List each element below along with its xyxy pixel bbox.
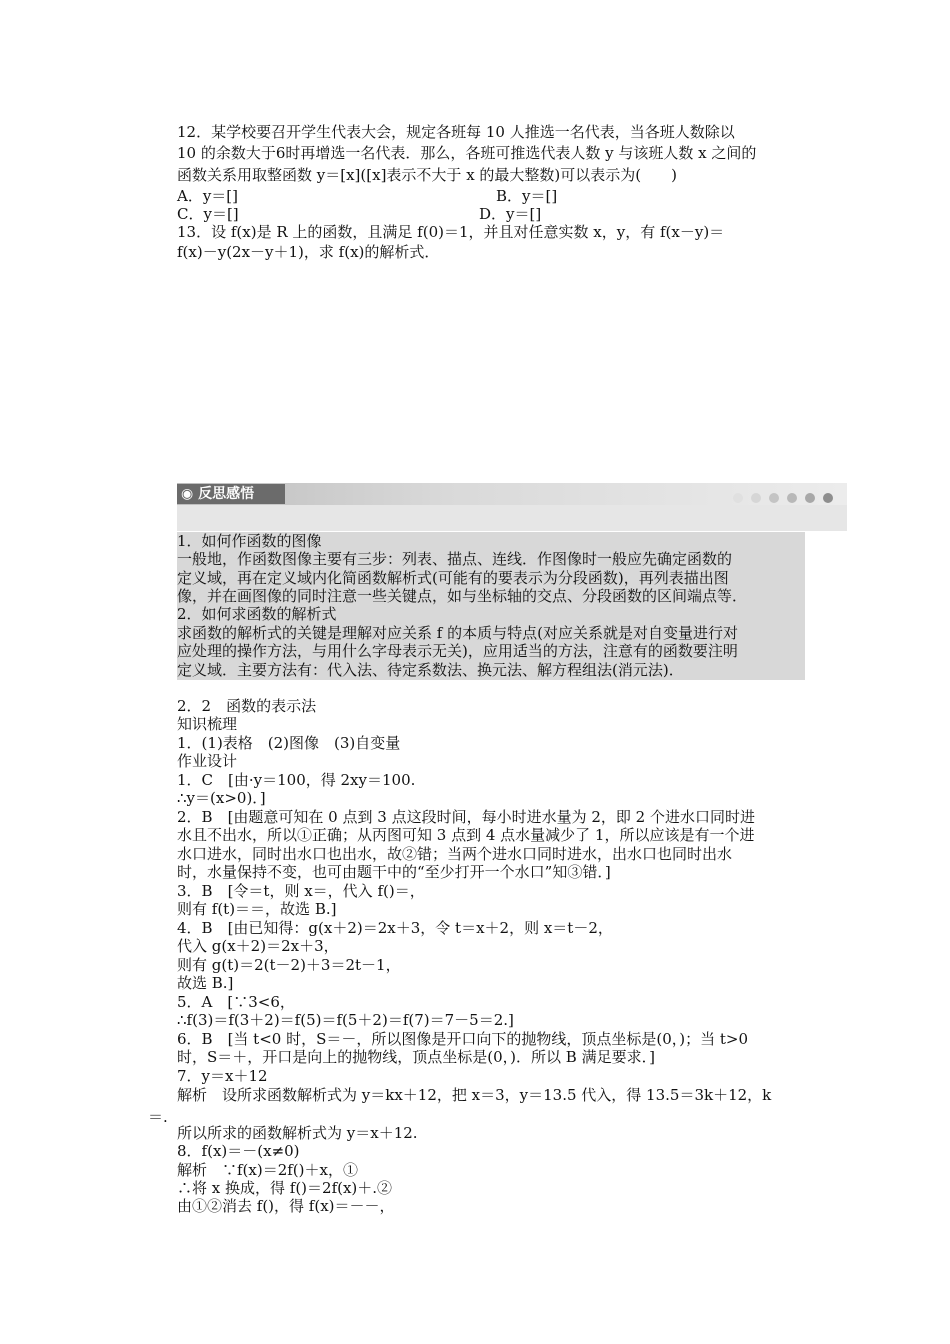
reflection-banner	[177, 483, 847, 531]
answer-line: 水且不出水，所以①正确；从丙图可知 3 点到 4 点水量减少了 1，所以应该是有一个进	[177, 826, 755, 844]
problem-12-line-3: 函数关系用取整函数 y＝[x]([x]表示不大于 x 的最大整数)可以表示为( )	[177, 166, 677, 184]
reflection-line: 一般地，作函数图像主要有三步：列表、描点、连线．作图像时一般应先确定函数的	[177, 550, 733, 568]
answer-line: 1．(1)表格 (2)图像 (3)自变量	[177, 734, 401, 752]
problem-12-line-1: 12．某学校要召开学生代表大会，规定各班每 10 人推选一名代表，当各班人数除以	[177, 123, 735, 141]
answer-line: 代入 g(x＋2)＝2x＋3，	[177, 937, 339, 955]
dot-icon	[805, 493, 815, 503]
answer-line: 时，S＝＋，开口是向上的抛物线，顶点坐标是(0，)．所以 B 满足要求．]	[177, 1048, 655, 1066]
answer-line: 1．C [由·y＝100，得 2xy＝100.	[177, 771, 416, 789]
answer-line: 作业设计	[177, 752, 238, 770]
dot-icon	[769, 493, 779, 503]
answer-line: 故选 B.]	[177, 974, 234, 992]
problem-12-line-2: 10 的余数大于6时再增选一名代表．那么，各班可推选代表人数 y 与该班人数 x 之间的	[177, 144, 757, 162]
reflection-line: 定义域．主要方法有：代入法、待定系数法、换元法、解方程组法(消元法)．	[177, 661, 684, 679]
answer-line: 所以所求的函数解析式为 y＝x＋12.	[177, 1124, 418, 1142]
answer-line: 知识梳理	[177, 715, 238, 733]
answer-line: 水口进水，同时出水口也出水，故②错；当两个进水口同时进水，出水口也同时出水	[177, 845, 733, 863]
answer-line: 由①②消去 f()，得 f(x)＝－－，	[177, 1197, 395, 1215]
answer-line: 2．2 函数的表示法	[177, 697, 317, 715]
problem-13-line-2: f(x)－y(2x－y＋1)，求 f(x)的解析式．	[177, 243, 440, 261]
answer-line: ∴f(3)＝f(3＋2)＝f(5)＝f(5＋2)＝f(7)＝7－5＝2.]	[177, 1011, 514, 1029]
answer-line: ∴y＝(x>0)．]	[177, 789, 266, 807]
answer-line: 4．B [由已知得：g(x＋2)＝2x＋3，令 t＝x＋2，则 x＝t－2，	[177, 919, 613, 937]
answer-line: 则有 g(t)＝2(t－2)＋3＝2t－1，	[177, 956, 401, 974]
reflection-line: 像，并在画图像的同时注意一些关键点，如与坐标轴的交点、分段函数的区间端点等．	[177, 587, 748, 605]
answer-line: 则有 f(t)＝＝，故选 B.]	[177, 900, 337, 918]
answer-line: 5．A [∵3<6，	[177, 993, 295, 1011]
problem-13-line-1: 13．设 f(x)是 R 上的函数，且满足 f(0)＝1，并且对任意实数 x，y，有 f(x－y)＝	[177, 223, 725, 241]
decorative-dots	[725, 489, 833, 507]
stray-text: ＝.	[148, 1108, 168, 1126]
option-b: B．y＝[]	[496, 187, 558, 205]
answer-line: 7．y＝x＋12	[177, 1067, 268, 1085]
reflection-line: 2．如何求函数的解析式	[177, 605, 337, 623]
reflection-title: ◉ 反思感悟	[177, 484, 285, 504]
reflection-line: 1．如何作函数的图像	[177, 532, 322, 550]
dot-icon	[751, 493, 761, 503]
answer-line: 2．B [由题意可知在 0 点到 3 点这段时间，每小时进水量为 2，即 2 个进水口同时进	[177, 808, 755, 826]
reflection-line: 求函数的解析式的关键是理解对应关系 f 的本质与特点(对应关系就是对自变量进行对	[177, 624, 738, 642]
answer-line: 解析 ∵f(x)＝2f()＋x，①	[177, 1161, 358, 1179]
option-c: C．y＝[]	[177, 205, 239, 223]
dot-icon	[787, 493, 797, 503]
answer-line: 3．B [令＝t，则 x＝，代入 f()＝，	[177, 882, 425, 900]
option-d: D．y＝[]	[479, 205, 542, 223]
dot-icon	[823, 493, 833, 503]
answer-line: 时，水量保持不变，也可由题干中的“至少打开一个水口”知③错．]	[177, 863, 611, 881]
dot-icon	[733, 493, 743, 503]
answer-line: 解析 设所求函数解析式为 y＝kx＋12，把 x＝3，y＝13.5 代入，得 13.5＝3k＋12，k	[177, 1086, 772, 1104]
answer-line: 8．f(x)＝－(x≠0)	[177, 1142, 300, 1160]
reflection-line: 定义域，再在定义域内化简函数解析式(可能有的要表示为分段函数)，再列表描出图	[177, 569, 729, 587]
answer-line: 6．B [当 t<0 时，S＝－，所以图像是开口向下的抛物线，顶点坐标是(0，)；当 t>0	[177, 1030, 749, 1048]
option-a: A．y＝[]	[177, 187, 239, 205]
reflection-line: 应处理的操作方法，与用什么字母表示无关)，应用适当的方法，注意有的函数要注明	[177, 642, 738, 660]
answer-line: ∴将 x 换成，得 f()＝2f(x)＋.②	[177, 1179, 393, 1197]
